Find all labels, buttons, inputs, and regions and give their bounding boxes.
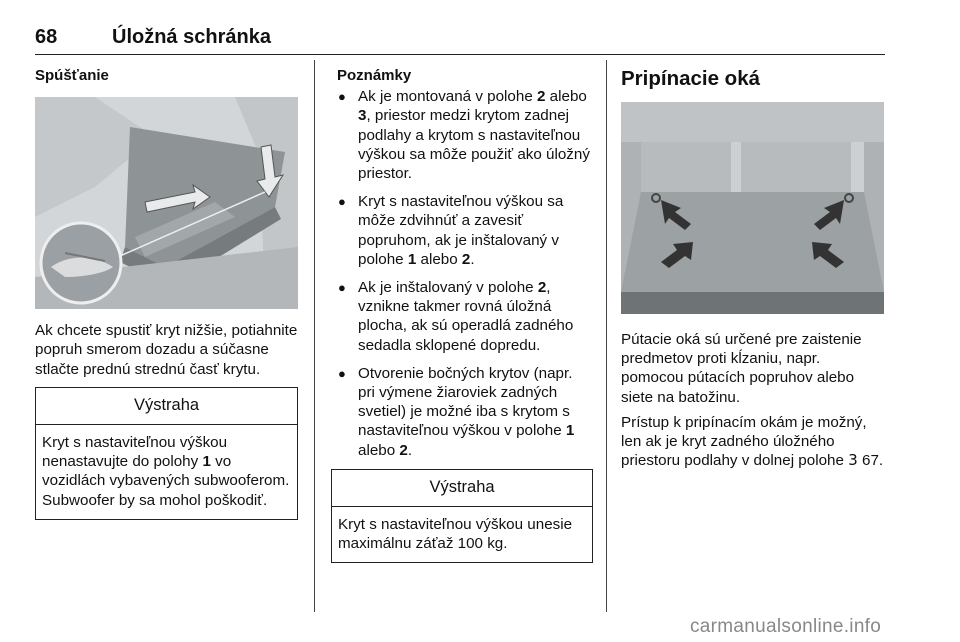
column-divider [606, 60, 607, 612]
notes-heading: Poznámky [337, 67, 412, 84]
column-right [621, 66, 886, 476]
description-paragraph: Pútacie oká sú určené pre zaistenie predmetov proti kĺzaniu, napr. pomocou pútacích popruhov alebo siete na batožinu. [621, 331, 862, 406]
lashing-eyes-illustration [621, 102, 884, 314]
instruction-paragraph: Ak chcete spustiť kryt nižšie, potiahnite popruh smerom dozadu a súčasne stlačte prednú strednú časť krytu. [35, 322, 298, 378]
section-title: Pripínacie oká [621, 67, 761, 90]
warning-text: Kryt s nastaviteľnou výškou nenastavujte do polohy 1 vo vozidlách vybavených subwooferom. Subwoofer by sa mohol poškodiť. [42, 434, 290, 509]
column-left [35, 66, 298, 520]
warning-box [331, 469, 593, 564]
list-item: ● Ak je inštalovaný v polohe 2, vznikne takmer rovná úložná plocha, ak sú operadlá zadného sedadla sklopené dopredu. [338, 279, 574, 354]
trunk-cover-illustration [35, 97, 298, 309]
page-number: 68 [35, 26, 58, 48]
warning-title: Výstraha [332, 470, 592, 507]
column-middle [331, 66, 593, 563]
column-divider [314, 60, 315, 612]
bullet-icon: ● [338, 194, 346, 210]
warning-title: Výstraha [36, 388, 297, 425]
watermark: carmanualsonline.info [690, 616, 882, 637]
cargo-area-drawing [621, 102, 884, 314]
trunk-cover-drawing [35, 97, 298, 309]
page-reference: 67. [857, 452, 884, 470]
list-item: ● Kryt s nastaviteľnou výškou sa môže zdvihnúť a zavesiť popruhom, ak je inštalovaný v polohe 1 alebo 2. [338, 193, 564, 268]
bullet-icon: ● [338, 365, 346, 381]
arrow-ref-icon: 3 [848, 451, 858, 470]
access-paragraph: Prístup k pripínacím okám je možný, len ak je kryt zadného úložného priestoru podlahy v dolnej polohe 3 67. [621, 413, 884, 470]
bullet-icon: ● [338, 89, 346, 105]
list-item: ● Otvorenie bočných krytov (napr. pri výmene žiaroviek zadných svetiel) je možné iba s krytom s nastaviteľnou výškou v polohe 1 alebo 2. [338, 364, 575, 459]
warning-text: Kryt s nastaviteľnou výškou unesie maximálnu záťaž 100 kg. [338, 516, 573, 553]
list-item: ● Ak je montovaná v polohe 2 alebo 3, priestor medzi krytom zadnej podlahy a krytom s nastaviteľnou výškou sa môže použiť ako úložný priestor. [338, 88, 590, 183]
bullet-icon: ● [338, 280, 346, 296]
page-header [35, 26, 885, 55]
notes-list [331, 87, 593, 460]
chapter-title: Úložná schránka [112, 26, 271, 48]
section-subheading: Spúšťanie [35, 67, 109, 84]
warning-box [35, 387, 298, 520]
